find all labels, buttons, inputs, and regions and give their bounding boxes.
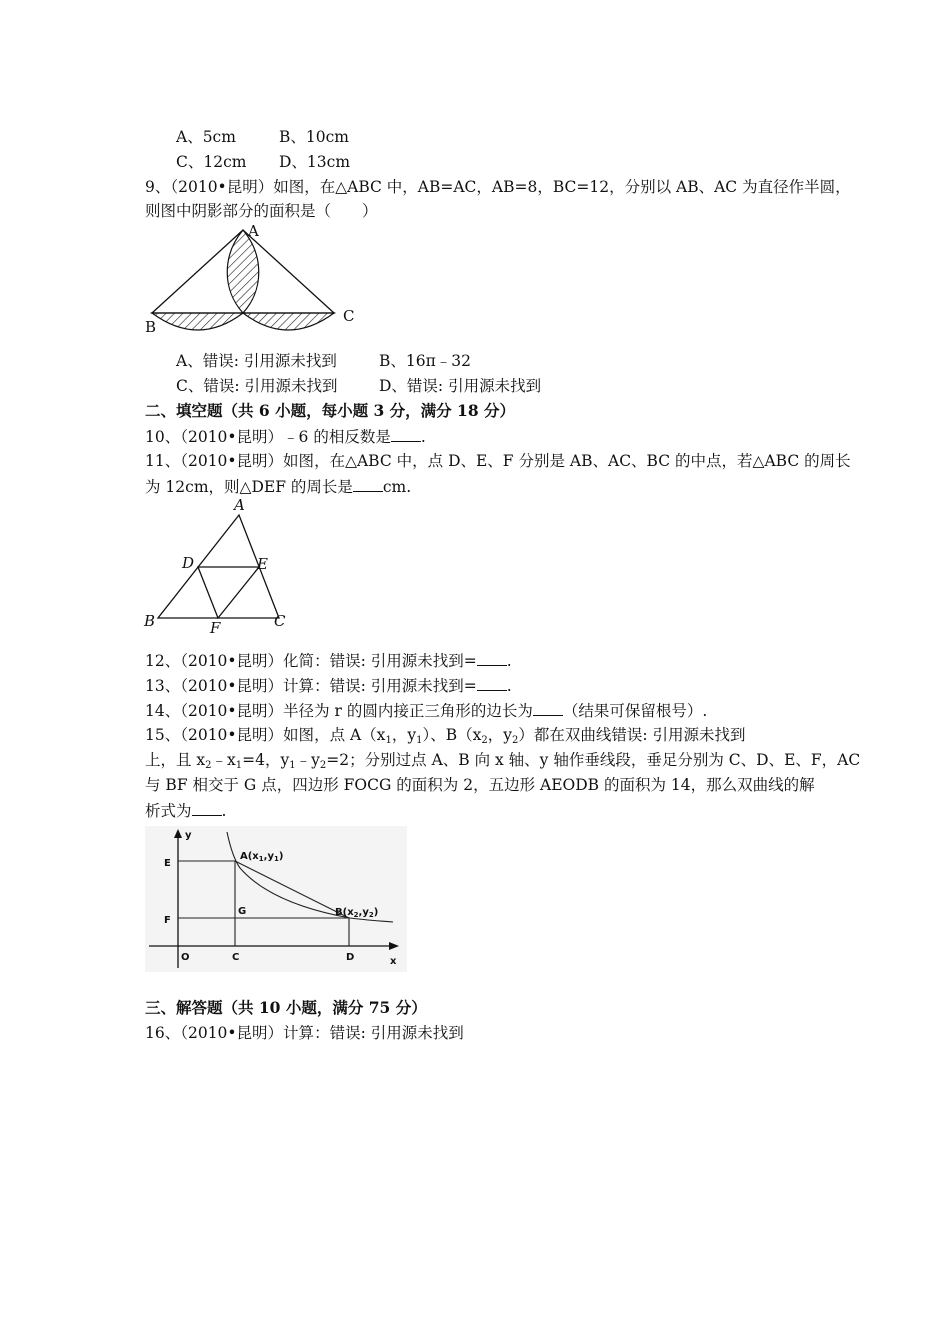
q15-label-b-point: $B(x_2,y_2)$ [335, 907, 379, 919]
q8-options-row-1 [176, 127, 349, 147]
q15-label-y: y [185, 830, 192, 841]
q15-answer-blank[interactable] [192, 800, 222, 816]
q8-options-row-2 [176, 152, 350, 172]
q15-text-part-7: ﹣x [211, 751, 236, 769]
q15-sub: 1 [235, 760, 243, 771]
q15-figure [145, 826, 407, 972]
q15-stem-line-3: 与 BF 相交于 G 点，四边形 FOCG 的面积为 2，五边形 AEODB 的面积为 14，那么双曲线的解 [145, 776, 815, 794]
q14-end: （结果可保留根号）. [562, 702, 708, 720]
q15-text-part-6: 上，且 x [145, 751, 206, 769]
q15-label-e: E [164, 858, 171, 869]
q15-label-f: F [164, 915, 171, 926]
q11-label-d: D [182, 554, 195, 572]
q15-sub: 2 [511, 735, 519, 746]
q11-label-a: A [234, 496, 245, 514]
q11-label-b: B [144, 612, 156, 630]
q11-stem-line-1: 11、（2010•昆明）如图，在△ABC 中，点 D、E、F 分别是 AB、AC、BC 的中点，若△ABC 的周长 [145, 452, 851, 470]
q13-line [145, 675, 512, 696]
section-2-heading: 二、填空题（共 6 小题，每小题 3 分，满分 18 分） [145, 401, 516, 420]
q13-text: 13、（2010•昆明）计算：错误: 引用源未找到= [145, 677, 477, 695]
q15-text-part-1: 15、（2010•昆明）如图，点 A（x [145, 726, 386, 744]
q15-sub: 1 [385, 735, 392, 746]
q9-option-a: A、错误: 引用源未找到 [176, 352, 337, 370]
q15-sub: 1 [289, 760, 296, 771]
q9-option-c: C、错误: 引用源未找到 [176, 377, 338, 395]
q11-triangle-def [198, 567, 259, 618]
q11-label-e: E [257, 555, 268, 573]
q15-label-x: x [390, 956, 397, 967]
q9-label-a: A [248, 222, 259, 240]
q15-stem-line-1 [145, 725, 746, 745]
q9-option-b: B、16π﹣32 [379, 352, 472, 370]
q8-option-c: C、12cm [176, 153, 247, 171]
q12-line [145, 650, 512, 671]
q15-text-part-5: ）都在双曲线错误: 引用源未找到 [518, 726, 746, 744]
q8-option-b: B、10cm [279, 128, 349, 146]
q9-option-d: D、错误: 引用源未找到 [379, 377, 542, 395]
q11-text: 为 12cm，则△DEF 的周长是 [145, 478, 353, 496]
q15-sub: 1 [416, 735, 423, 746]
q15-text-part-3: ）、B（x [422, 726, 482, 744]
q15-text-part-2: ，y [391, 726, 417, 744]
q12-text: 12、（2010•昆明）化简：错误: 引用源未找到= [145, 652, 477, 670]
q8-option-d: D、13cm [279, 153, 351, 171]
q11-answer-blank[interactable] [353, 476, 383, 492]
q10-end: . [420, 428, 426, 446]
q15-sub: 2 [319, 760, 327, 771]
q15-text-part-11: 析式为 [145, 802, 192, 820]
q15-label-o: O [181, 952, 190, 963]
q9-stem-line-1: 9、（2010•昆明）如图，在△ABC 中，AB=AC，AB=8，BC=12，分别以 AB、AC 为直径作半圆， [145, 178, 851, 196]
q12-answer-blank[interactable] [477, 650, 507, 666]
q9-stem-line-2: 则图中阴影部分的面积是（ ） [145, 202, 378, 220]
q15-sub: 2 [205, 760, 212, 771]
q10-line [145, 426, 426, 447]
q15-text-part-10: =2；分别过点 A、B 向 x 轴、y 轴作垂线段，垂足分别为 C、D、E、F，AC [326, 751, 861, 769]
q13-answer-blank[interactable] [477, 675, 507, 691]
q15-text-part-4: ，y [487, 726, 512, 744]
q11-label-f: F [210, 619, 221, 637]
q11-label-c: C [274, 612, 286, 630]
q12-end: . [506, 652, 512, 670]
q15-label-g: G [238, 906, 247, 917]
q9-shaded-left [152, 313, 243, 330]
q16-line: 16、（2010•昆明）计算：错误: 引用源未找到 [145, 1024, 464, 1042]
q15-stem-line-4 [145, 800, 226, 821]
q15-end: . [221, 802, 227, 820]
q9-figure [140, 220, 370, 340]
q15-sub: 2 [481, 735, 488, 746]
q9-label-b: B [145, 318, 157, 336]
q15-text-part-8: =4，y [242, 751, 290, 769]
q14-text: 14、（2010•昆明）半径为 r 的圆内接正三角形的边长为 [145, 702, 533, 720]
q9-shaded-lens [227, 230, 259, 313]
section-3-heading: 三、解答题（共 10 小题，满分 75 分） [145, 998, 427, 1017]
q9-options-row-2 [176, 376, 541, 396]
q15-stem-line-2 [145, 750, 860, 770]
q9-shaded-right [243, 313, 334, 330]
q14-line [145, 700, 707, 721]
q14-answer-blank[interactable] [533, 700, 563, 716]
q15-text-part-9: ﹣y [295, 751, 320, 769]
q15-label-a-point: $A(x_1,y_1)$ [240, 851, 284, 863]
q9-label-c: C [343, 307, 355, 325]
q15-label-d: D [346, 952, 355, 963]
q11-stem-line-2 [145, 476, 411, 497]
q8-option-a: A、5cm [176, 128, 236, 146]
q9-options-row-1 [176, 351, 471, 371]
q10-answer-blank[interactable] [391, 426, 421, 442]
q13-end: . [506, 677, 512, 695]
q10-text: 10、（2010•昆明）﹣6 的相反数是 [145, 428, 391, 446]
q11-figure [140, 495, 300, 635]
q15-label-c: C [232, 952, 240, 963]
q11-end: cm. [382, 478, 412, 496]
